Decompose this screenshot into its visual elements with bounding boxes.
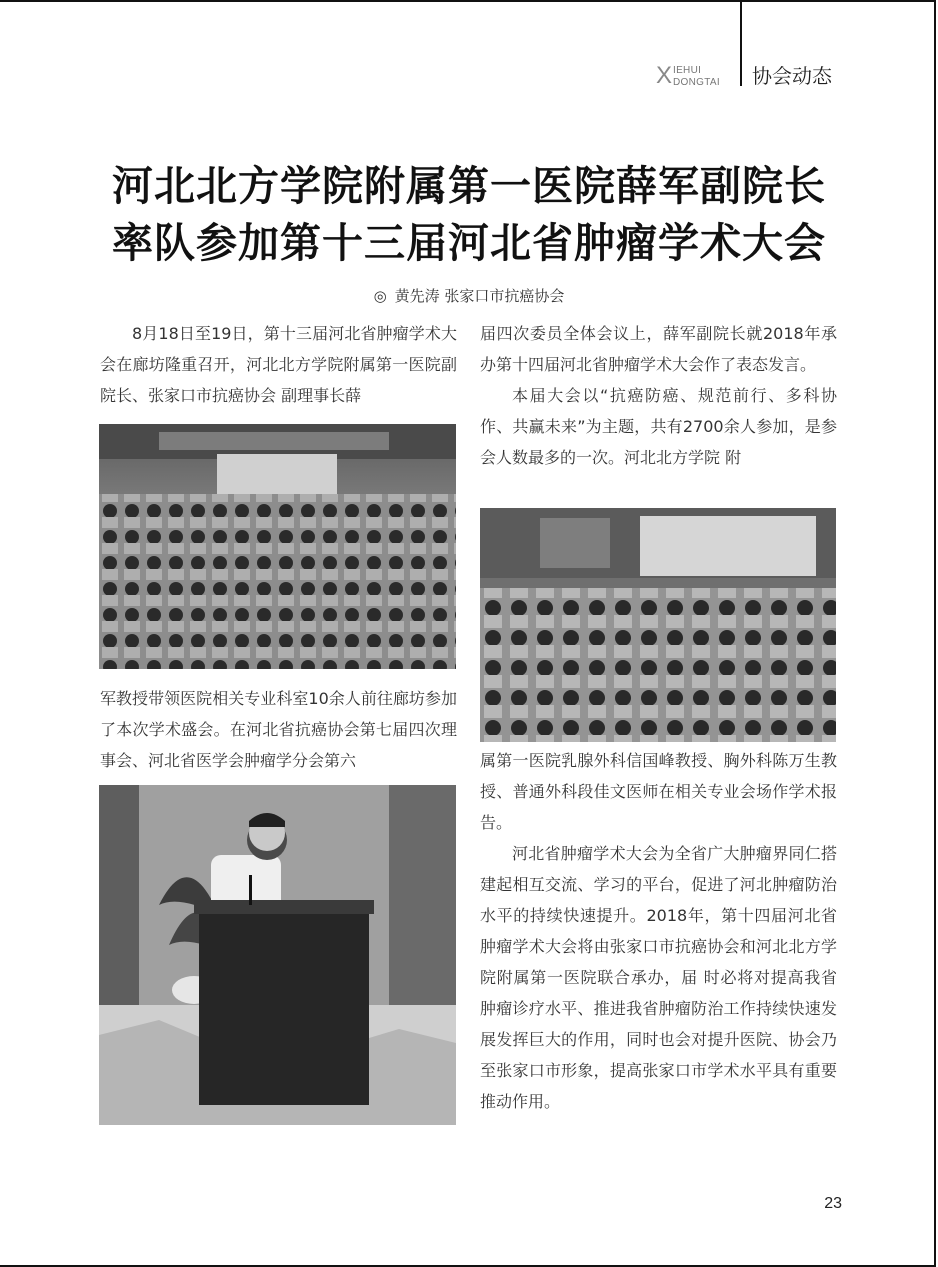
paragraph-3: 河北省肿瘤学术大会为全省广大肿瘤界同仁搭建起相互交流、学习的平台，促进了河北肿瘤防治水平的持续快速提升。2018年，第十四届河北省肿瘤学术大会将由张家口市抗癌协会和河北北方学院附属第一医院联合承办，届 时必将对提高我省肿瘤诊疗水平、推进我省肿瘤防治工作持续快速发展发挥巨大的作用，同时也会对提升医院、协会乃至张家口市形象，提高张家口市学术水平具有重要推动作用。: [480, 844, 837, 1111]
column-left-top: [100, 318, 457, 411]
column-right-bottom: [480, 745, 837, 1117]
conference-hall-image: [99, 424, 456, 669]
byline: [0, 285, 938, 307]
conference-audience-image: [480, 508, 836, 742]
paragraph-2-continued: 属第一医院乳腺外科信国峰教授、胸外科陈万生教授、普通外科段佳文医师在相关专业会场作学术报告。: [480, 751, 837, 832]
speaker-podium-image: [99, 785, 456, 1125]
header-divider: [740, 0, 742, 86]
paragraph-1-end: 届四次委员全体会议上，薛军副院长就2018年承办第十四届河北省肿瘤学术大会作了表态发言。: [480, 324, 837, 374]
latin-initial: X: [656, 62, 673, 89]
paragraph-1: 8月18日至19日，第十三届河北省肿瘤学术大会在廊坊隆重召开，河北北方学院附属第一医院副院长、张家口市抗癌协会 副理事长薛: [100, 324, 457, 405]
latin-line-2: DONGTAI: [673, 77, 720, 88]
article-title-line-1: 河北北方学院附属第一医院薛军副院长: [112, 162, 826, 210]
section-latin-mark: [656, 62, 736, 90]
section-title: 协会动态: [752, 64, 832, 88]
conference-hall-photo: [99, 424, 456, 669]
column-right-top: [480, 318, 837, 473]
paragraph-2: 本届大会以“抗癌防癌、规范前行、多科协作、共赢未来”为主题，共有2700余人参加，是参会人数最多的一次。河北北方学院 附: [480, 386, 837, 467]
page-number: 23: [824, 1195, 842, 1212]
latin-line-1: IEHUI: [673, 65, 702, 76]
byline-mark-icon: ◎: [373, 287, 387, 305]
conference-audience-photo: [480, 508, 836, 742]
article-title-line-2: 率队参加第十三届河北省肿瘤学术大会: [112, 219, 826, 267]
column-left-middle: [100, 683, 457, 776]
paragraph-1-continued: 军教授带领医院相关专业科室10余人前往廊坊参加了本次学术盛会。在河北省抗癌协会第七届四次理事会、河北省医学会肿瘤学分会第六: [100, 689, 457, 770]
speaker-podium-photo: [99, 785, 456, 1125]
byline-author: 黄先涛 张家口市抗癌协会: [394, 287, 565, 305]
